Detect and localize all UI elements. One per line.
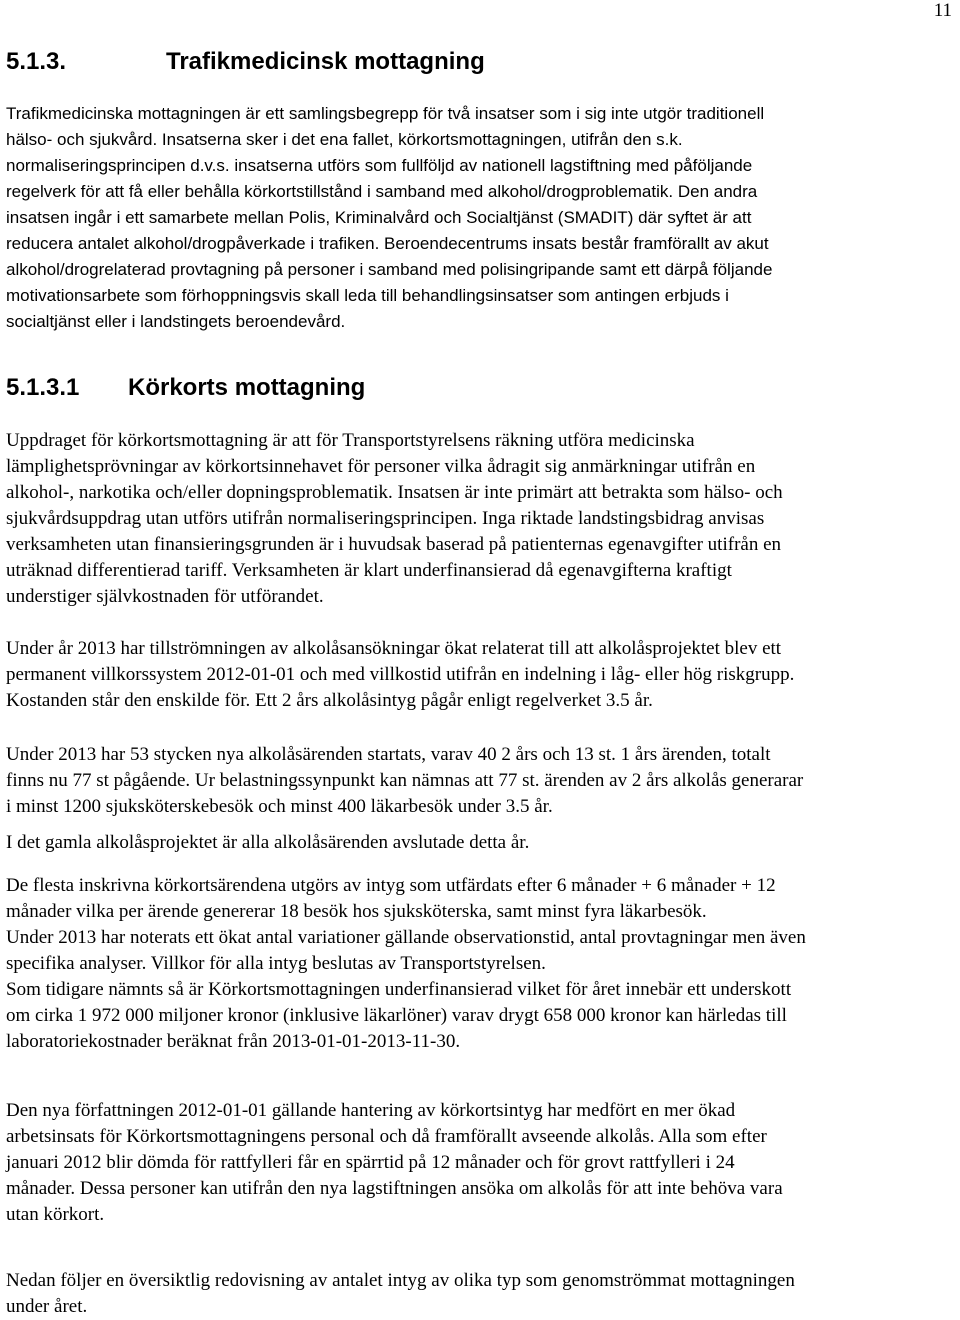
paragraph-line: Under 2013 har 53 stycken nya alkolåsärenden startats, varav 40 2 års och 13 st. 1 års ärenden, totalt xyxy=(6,744,771,765)
paragraph-line: I det gamla alkolåsprojektet är alla alkolåsärenden avslutade detta år. xyxy=(6,832,530,853)
paragraph-line: motivationsarbete som förhoppningsvis skall leda till behandlingsinsatser som antingen erbjuds i xyxy=(6,286,729,305)
paragraph-line: månader. Dessa personer kan utifrån den nya lagstiftningen ansöka om alkolås för att inte behöva vara xyxy=(6,1178,783,1199)
subsection-title: Körkorts mottagning xyxy=(128,374,366,401)
paragraph-line: verksamheten utan finansieringsgrunden är i huvudsak baserad på patienternas egenavgifter utifrån en xyxy=(6,534,782,555)
paragraph-certificates xyxy=(6,873,958,1055)
paragraph-old-project xyxy=(6,830,958,856)
paragraph-line: Trafikmedicinska mottagningen är ett samlingsbegrepp för två insatser som i sig inte utgör traditionell xyxy=(6,104,765,123)
paragraph-line: alkohol/drogrelaterad provtagning på personer i samband med polisingripande samt ett därpå följande xyxy=(6,260,773,279)
paragraph-line: Som tidigare nämnts så är Körkortsmottagningen underfinansierad vilket för året innebär ett underskott xyxy=(6,979,792,1000)
paragraph-line: Kostanden står den enskilde för. Ett 2 års alkolåsintyg pågår enligt regelverket 3.5 år. xyxy=(6,690,653,711)
page-number: 11 xyxy=(933,0,952,21)
paragraph-line: finns nu 77 st pågående. Ur belastningssynpunkt kan nämnas att 77 st. ärenden av 2 års alkolås generarar xyxy=(6,770,804,791)
paragraph-line: arbetsinsats för Körkortsmottagningens personal och då framförallt avseende alkolås. Alla som efter xyxy=(6,1126,767,1147)
paragraph-line: permanent villkorssystem 2012-01-01 och med villkostid utifrån en indelning i låg- eller hög riskgrupp. xyxy=(6,664,795,685)
paragraph-line: specifika analyser. Villkor för alla intyg beslutas av Transportstyrelsen. xyxy=(6,953,546,974)
paragraph-line: om cirka 1 972 000 miljoner kronor (inklusive läkarlöner) varav drygt 658 000 kronor kan härledas till xyxy=(6,1005,787,1026)
paragraph-overview-intro xyxy=(6,1268,958,1320)
paragraph-line: lämplighetsprövningar av körkortsinnehavet för personer vilka ådragit sig anmärkningar utifrån en xyxy=(6,456,756,477)
section-title: Trafikmedicinsk mottagning xyxy=(166,48,485,75)
paragraph-line: månader vilka per ärende genererar 18 besök hos sjuksköterska, samt minst fyra läkarbesök. xyxy=(6,901,707,922)
paragraph-line: utan körkort. xyxy=(6,1204,105,1225)
paragraph-line: i minst 1200 sjuksköterskebesök och minst 400 läkarbesök under 3.5 år. xyxy=(6,796,553,817)
paragraph-line: Under 2013 har noterats ett ökat antal variationer gällande observationstid, antal provtagningar men även xyxy=(6,927,806,948)
paragraph-line: reducera antalet alkohol/drogpåverkade i trafiken. Beroendecentrums insats består framförallt av akut xyxy=(6,234,769,253)
subsection-number: 5.1.3.1 xyxy=(6,374,80,401)
paragraph-line: Uppdraget för körkortsmottagning är att för Transportstyrelsens räkning utföra medicinska xyxy=(6,430,695,451)
paragraph-line: januari 2012 blir dömda för rattfylleri får en spärrtid på 12 månader och för grovt rattfylleri i 24 xyxy=(6,1152,735,1173)
paragraph-line: Den nya författningen 2012-01-01 gällande hantering av körkortsintyg har medfört en mer ökad xyxy=(6,1100,736,1121)
paragraph-line: sjukvårdsuppdrag utan utförs utifrån normaliseringsprincipen. Inga riktade landstingsbidrag anvisas xyxy=(6,508,765,529)
paragraph-alcolock-cases xyxy=(6,742,958,820)
subsection-heading xyxy=(6,372,365,404)
paragraph-line: understiger självkostnaden för utförandet. xyxy=(6,586,324,607)
paragraph-line: under året. xyxy=(6,1296,88,1317)
paragraph-line: uträknad differentierad tariff. Verksamheten är klart underfinansierad då egenavgifterna kraftigt xyxy=(6,560,732,581)
section-heading xyxy=(6,46,485,78)
paragraph-line: hälso- och sjukvård. Insatserna sker i det ena fallet, körkortsmottagningen, utifrån den s.k. xyxy=(6,130,683,149)
paragraph-line: insatsen ingår i ett samarbete mellan Polis, Kriminalvård och Socialtjänst (SMADIT) där syftet är att xyxy=(6,208,752,227)
section-intro-paragraph xyxy=(6,101,956,335)
paragraph-assignment xyxy=(6,428,958,610)
section-number: 5.1.3. xyxy=(6,48,67,75)
paragraph-line: normaliseringsprincipen d.v.s. insatserna utförs som fullföljd av nationell lagstiftning med påföljande xyxy=(6,156,753,175)
paragraph-new-regulation xyxy=(6,1098,958,1228)
paragraph-alcolock-applications xyxy=(6,636,958,714)
paragraph-line: laboratoriekostnader beräknat från 2013-01-01-2013-11-30. xyxy=(6,1031,461,1052)
paragraph-line: Nedan följer en översiktlig redovisning av antalet intyg av olika typ som genomströmmat mottagningen xyxy=(6,1270,795,1291)
paragraph-line: regelverk för att få eller behålla körkortstillstånd i samband med alkohol/drogproblematik. Den andra xyxy=(6,182,758,201)
paragraph-line: socialtjänst eller i landstingets beroendevård. xyxy=(6,312,346,331)
paragraph-line: De flesta inskrivna körkortsärendena utgörs av intyg som utfärdats efter 6 månader + 6 månader + 12 xyxy=(6,875,776,896)
paragraph-line: Under år 2013 har tillströmningen av alkolåsansökningar ökat relaterat till att alkolåsprojektet blev ett xyxy=(6,638,782,659)
paragraph-line: alkohol-, narkotika och/eller dopningsproblematik. Insatsen är inte primärt att betrakta som hälso- och xyxy=(6,482,783,503)
